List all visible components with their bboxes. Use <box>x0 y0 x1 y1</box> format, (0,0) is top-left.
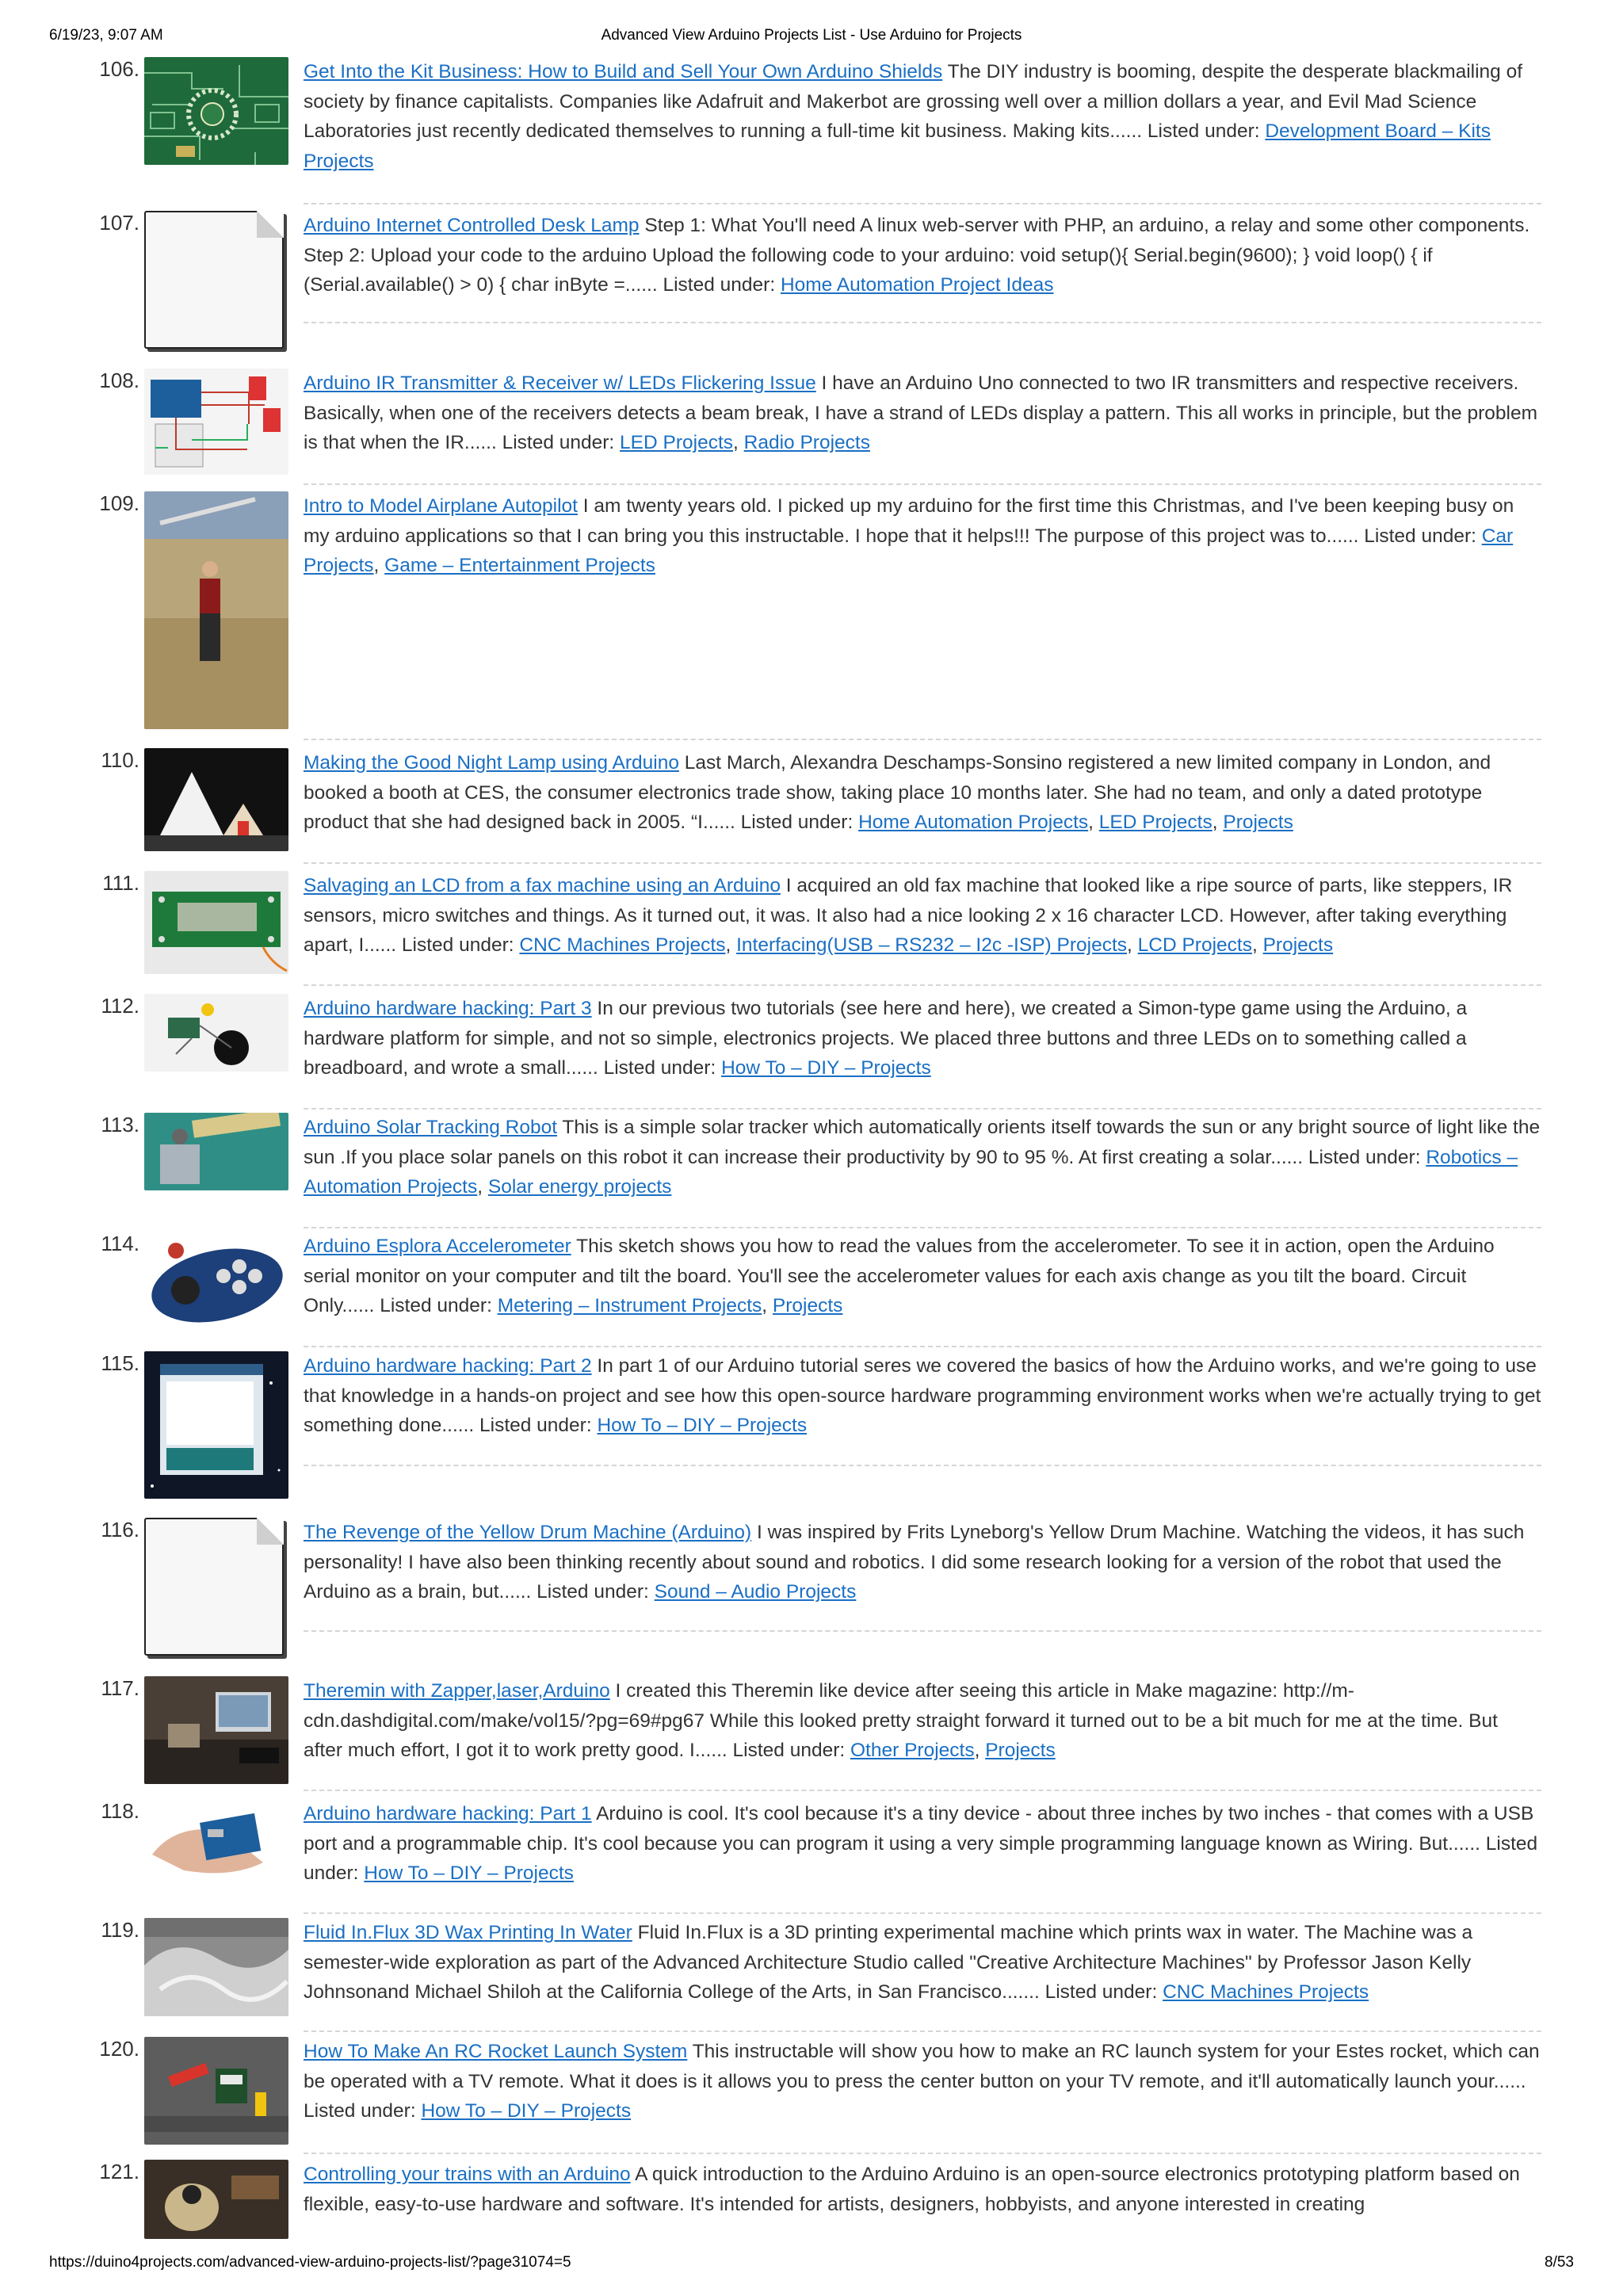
project-link[interactable]: Arduino Solar Tracking Robot <box>304 1117 558 1138</box>
listed-under-label: Listed under: <box>479 1415 592 1436</box>
listed-under-label: Listed under: <box>663 274 776 296</box>
project-thumbnail[interactable] <box>144 1351 288 1499</box>
category-link[interactable]: Game – Entertainment Projects <box>384 555 655 576</box>
category-link[interactable]: How To – DIY – Projects <box>597 1415 808 1436</box>
listed-under-label: Listed under: <box>1308 1146 1421 1168</box>
listed-under-label: Listed under: <box>537 1581 649 1603</box>
project-thumbnail[interactable] <box>144 369 288 475</box>
project-link[interactable]: Fluid In.Flux 3D Wax Printing In Water <box>304 1922 632 1943</box>
project-link[interactable]: Arduino Esplora Accelerometer <box>304 1236 571 1257</box>
item-number: 118. <box>101 1799 139 1823</box>
category-link[interactable]: Radio Projects <box>743 432 870 453</box>
category-link[interactable]: Car Projects <box>304 525 1514 576</box>
item-description: Step 1: What You'll need A linux web-server with PHP, an arduino, a relay and some other components. Step 2: Upload your code to the arduino Upload the following code to your arduino: void setup(){ Serial.begin(9600); } void loop() { if (Serial.available() > 0) { char inByte =...... <box>304 215 1530 296</box>
item-text <box>304 1918 1541 2008</box>
project-link[interactable]: Arduino hardware hacking: Part 3 <box>304 998 592 1019</box>
category-link[interactable]: Home Automation Project Ideas <box>780 274 1054 296</box>
item-number: 119. <box>101 1918 139 1942</box>
category-link[interactable]: Robotics – Automation Projects <box>304 1146 1518 1198</box>
item-description: Fluid In.Flux is a 3D printing experimental machine which prints wax in water. The Machine was a semester-wide exploration as part of the Advanced Architecture Studio called "Creative Architecture Machines" by Professor Jason Kelly Johnsonand Michael Shiloh at the California College of the Arts, in San Francisco....... <box>304 1922 1473 2003</box>
listed-under-label: Listed under: <box>603 1057 716 1079</box>
category-link[interactable]: LCD Projects <box>1137 934 1252 956</box>
project-thumbnail[interactable] <box>144 491 288 729</box>
item-text <box>304 1799 1541 1889</box>
item-number: 114. <box>101 1232 139 1255</box>
listed-under-label: Listed under: <box>1147 120 1260 142</box>
project-link[interactable]: How To Make An RC Rocket Launch System <box>304 2041 688 2062</box>
item-number: 106. <box>99 57 139 81</box>
separator <box>304 1108 1541 1110</box>
item-text <box>304 2037 1541 2126</box>
item-number: 111. <box>102 871 139 895</box>
item-description: Arduino is cool. It's cool because it's a tiny device - about three inches by two inches - that comes with a USB port and a programmable chip. It's cool because you can program it using a very simple programming language known as Wiring. But...... <box>304 1803 1534 1855</box>
category-link[interactable]: LED Projects <box>620 432 734 453</box>
item-description: This is a simple solar tracker which automatically orients itself towards the sun or any bright source of light like the sun .If you place solar panels on this robot it can increase their productivity by 90 to 95 %. At first creating a solar...... <box>304 1117 1541 1168</box>
project-link[interactable]: Salvaging an LCD from a fax machine using an Arduino <box>304 875 781 896</box>
project-link[interactable]: Arduino Internet Controlled Desk Lamp <box>304 215 640 236</box>
category-link[interactable]: Projects <box>1262 934 1334 956</box>
project-thumbnail[interactable] <box>144 1799 288 1880</box>
item-number: 113. <box>101 1113 139 1137</box>
print-footer <box>49 2254 1574 2275</box>
item-number: 107. <box>99 211 139 235</box>
project-thumbnail[interactable] <box>144 1676 288 1784</box>
item-text: Making the Good Night Lamp using Arduino Last March, Alexandra Deschamps-Sonsino registered a new limited company in London, and booked a booth at CES, the consumer electronics trade show, taking place 10 months later. She had no team, and only a dated prototype product that she had designed back in 2005. “I...... Listed under: Home Automation Projects, LED Projects, Projects <box>304 752 1491 833</box>
separator <box>304 1465 1541 1466</box>
category-link[interactable]: Projects <box>985 1740 1056 1761</box>
listed-under-label: Listed under: <box>732 1740 846 1761</box>
separator <box>304 984 1541 986</box>
item-description: I am twenty years old. I picked up my arduino for the first time this Christmas, and I've been keeping busy on my arduino applications so that I can bring you this instructable. I hope that it helps!!! The purpose of this project was to...... <box>304 495 1514 547</box>
separator <box>304 1790 1541 1791</box>
item-text <box>304 1518 1541 1607</box>
category-link[interactable]: Interfacing(USB – RS232 – I2c -ISP) Projects <box>736 934 1128 956</box>
item-description: Last March, Alexandra Deschamps-Sonsino registered a new limited company in London, and booked a booth at CES, the consumer electronics trade show, taking place 10 months later. She had no team, and only a dated prototype product that she had designed back in 2005. “I...... <box>304 752 1491 833</box>
separator <box>304 739 1541 740</box>
listed-under-label: Listed under: <box>740 812 854 833</box>
page-title: Advanced View Arduino Projects List - Use Arduino for Projects <box>601 27 1022 44</box>
item-text <box>304 994 1541 1083</box>
listed-under-label: Listed under: <box>401 934 514 956</box>
category-link[interactable]: Home Automation Projects <box>858 812 1089 833</box>
listed-under-label: Listed under: <box>502 432 615 453</box>
listed-under-label: Listed under: <box>1044 1981 1158 2003</box>
project-link[interactable]: Intro to Model Airplane Autopilot <box>304 495 578 517</box>
project-link[interactable]: Get Into the Kit Business: How to Build and Sell Your Own Arduino Shields <box>304 61 943 82</box>
category-link[interactable]: CNC Machines Projects <box>519 934 726 956</box>
separator <box>304 862 1541 864</box>
project-thumbnail[interactable] <box>144 1113 288 1190</box>
category-link[interactable]: How To – DIY – Projects <box>421 2100 632 2122</box>
page-number: 8/53 <box>1545 2254 1574 2271</box>
item-text <box>304 1351 1541 1441</box>
category-link[interactable]: Other Projects <box>850 1740 975 1761</box>
project-link[interactable]: The Revenge of the Yellow Drum Machine (Arduino) <box>304 1522 752 1543</box>
item-text: Arduino IR Transmitter & Receiver w/ LEDs Flickering Issue I have an Arduino Uno connected to two IR transmitters and respective receivers. Basically, when one of the receivers detects a beam break, I have a strand of LEDs display a pattern. This all works in principle, but the problem is that when the IR...... Listed under: LED Projects, Radio Projects <box>304 372 1538 453</box>
category-link[interactable]: Solar energy projects <box>487 1176 672 1198</box>
listed-under-label: Listed under: <box>1364 525 1476 547</box>
category-link[interactable]: CNC Machines Projects <box>1163 1981 1369 2003</box>
project-thumbnail[interactable] <box>144 2037 288 2145</box>
category-link[interactable]: Sound – Audio Projects <box>654 1581 857 1603</box>
item-number: 109. <box>99 491 139 515</box>
project-thumbnail[interactable] <box>144 2160 288 2239</box>
category-link[interactable]: LED Projects <box>1098 812 1212 833</box>
item-text <box>304 57 1541 176</box>
item-text <box>304 2160 1541 2219</box>
project-link[interactable]: Arduino hardware hacking: Part 2 <box>304 1355 592 1377</box>
project-thumbnail[interactable] <box>144 748 288 851</box>
item-text: Intro to Model Airplane Autopilot I am twenty years old. I picked up my arduino for the first time this Christmas, and I've been keeping busy on my arduino applications so that I can bring you this instructable. I hope that it helps!!! The purpose of this project was to...... Listed under: Car Projects, Game – Entertainment Projects <box>304 495 1514 576</box>
project-link[interactable]: Arduino IR Transmitter & Receiver w/ LEDs Flickering Issue <box>304 372 816 394</box>
page-url: https://duino4projects.com/advanced-view-arduino-projects-list/?page31074=5 <box>49 2254 571 2271</box>
project-thumbnail[interactable] <box>144 1918 288 2016</box>
category-link[interactable]: How To – DIY – Projects <box>364 1862 574 1884</box>
item-description: The DIY industry is booming, despite the desperate blackmailing of society by finance capitalists. Companies like Adafruit and Makerbot are grossing well over a million dollars a year, and Evil Mad Science Laboratories just recently dedicated themselves to running a full-time kit business. Making kits...... <box>304 61 1523 142</box>
listed-under-label: Listed under: <box>304 2100 416 2122</box>
item-description: In our previous two tutorials (see here and here), we created a Simon-type game using the Arduino, a hardware platform for simple, and not so simple, electronics projects. We placed three buttons and three LEDs on to something called a breadboard, and wrote a small...... <box>304 998 1468 1079</box>
item-description: I have an Arduino Uno connected to two IR transmitters and respective receivers. Basically, when one of the receivers detects a beam break, I have a strand of LEDs display a pattern. This all works in principle, but the problem is that when the IR...... <box>304 372 1538 453</box>
separator <box>304 1912 1541 1914</box>
listed-under-label: Listed under: <box>304 1832 1538 1884</box>
separator <box>304 1227 1541 1228</box>
item-description: I was inspired by Frits Lyneborg's Yellow Drum Machine. Watching the videos, it has such personality! I have also been thinking recently about sound and robotics. I did some research looking for a version of the robot that used the Arduino as a brain, but...... <box>304 1522 1525 1603</box>
project-thumbnail[interactable] <box>144 994 288 1072</box>
item-description: I created this Theremin like device after seeing this article in Make magazine: http://m-cdn.dashdigital.com/make/vol15/?pg=69#pg67 While this looked pretty straight forward it turned out to be a bit much for me at the time. But after much effort, I got it to work pretty good. I...... <box>304 1680 1498 1761</box>
placeholder-document-icon <box>144 211 284 349</box>
separator <box>304 2153 1541 2154</box>
project-thumbnail[interactable] <box>144 871 288 974</box>
separator <box>304 2030 1541 2032</box>
item-text: Arduino Solar Tracking Robot This is a simple solar tracker which automatically orients itself towards the sun or any bright source of light like the sun .If you place solar panels on this robot it can increase their productivity by 90 to 95 %. At first creating a solar...... Listed under: Robotics – Automation Projects, Solar energy projects <box>304 1117 1541 1198</box>
item-description: In part 1 of our Arduino tutorial seres we covered the basics of how the Arduino works, and we're going to use that knowledge in a hands-on project and see how this open-source hardware programming environment works when we're actually trying to get something done...... <box>304 1355 1541 1436</box>
project-link[interactable]: Controlling your trains with an Arduino <box>304 2164 631 2185</box>
listed-under-label: Listed under: <box>380 1295 492 1316</box>
separator <box>304 203 1541 204</box>
item-number: 110. <box>101 748 139 772</box>
category-link[interactable]: How To – DIY – Projects <box>721 1057 931 1079</box>
separator <box>304 1346 1541 1347</box>
project-thumbnail[interactable] <box>144 1232 288 1333</box>
item-number: 120. <box>99 2037 139 2061</box>
project-link[interactable]: Arduino hardware hacking: Part 1 <box>304 1803 592 1824</box>
item-number: 117. <box>101 1676 139 1700</box>
project-thumbnail[interactable] <box>144 57 288 165</box>
item-text <box>304 211 1541 300</box>
placeholder-document-icon <box>144 1518 284 1656</box>
category-link[interactable]: Development Board – Kits Projects <box>304 120 1491 172</box>
item-text: Arduino Esplora Accelerometer This sketch shows you how to read the values from the accelerometer. To see it in action, open the Arduino serial monitor on your computer and tilt the board. You'll see the accelerometer values for each axis change as you tilt the board. Circuit Only...... Listed under: Metering – Instrument Projects, Projects <box>304 1236 1495 1316</box>
project-link[interactable]: Theremin with Zapper,laser,Arduino <box>304 1680 610 1702</box>
separator <box>304 322 1541 323</box>
category-link[interactable]: Metering – Instrument Projects <box>497 1295 762 1316</box>
item-number: 116. <box>101 1518 139 1541</box>
item-text: Theremin with Zapper,laser,Arduino I created this Theremin like device after seeing this article in Make magazine: http://m-cdn.dashdigital.com/make/vol15/?pg=69#pg67 While this looked pretty straight forward it turned out to be a bit much for me at the time. But after much effort, I got it to work pretty good. I...... Listed under: Other Projects, Projects <box>304 1680 1498 1761</box>
item-description: This sketch shows you how to read the values from the accelerometer. To see it in action, open the Arduino serial monitor on your computer and tilt the board. You'll see the accelerometer values for each axis change as you tilt the board. Circuit Only...... <box>304 1236 1495 1316</box>
print-datetime: 6/19/23, 9:07 AM <box>49 27 163 44</box>
category-link[interactable]: Projects <box>772 1295 843 1316</box>
item-number: 115. <box>101 1351 139 1375</box>
item-number: 121. <box>99 2160 139 2183</box>
item-text: Salvaging an LCD from a fax machine using an Arduino I acquired an old fax machine that looked like a ripe source of parts, like steppers, IR sensors, micro switches and things. As it turned out, it was. It also had a nice looking 2 x 16 character LCD. However, after taking everything apart, I...... Listed under: CNC Machines Projects, Interfacing(USB – RS232 – I2c -ISP) Projects, LCD Projects, Projects <box>304 875 1513 956</box>
item-number: 112. <box>101 994 139 1018</box>
separator <box>304 483 1541 485</box>
item-description: This instructable will show you how to make an RC launch system for your Estes rocket, which can be operated with a TV remote. What it does is it allows you to press the center button on your TV remote, and it'll automatically launch your...... <box>304 2041 1540 2092</box>
item-description: I acquired an old fax machine that looked like a ripe source of parts, like steppers, IR sensors, micro switches and things. As it turned out, it was. It also had a nice looking 2 x 16 character LCD. However, after taking everything apart, I...... <box>304 875 1513 956</box>
item-number: 108. <box>99 369 139 392</box>
project-link[interactable]: Making the Good Night Lamp using Arduino <box>304 752 679 774</box>
item-description: A quick introduction to the Arduino Arduino is an open-source electronics prototyping platform based on flexible, easy-to-use hardware and software. It's intended for artists, designers, hobbyists, and anyone interested in creating <box>304 2164 1520 2215</box>
category-link[interactable]: Projects <box>1223 812 1293 833</box>
separator <box>304 1630 1541 1632</box>
